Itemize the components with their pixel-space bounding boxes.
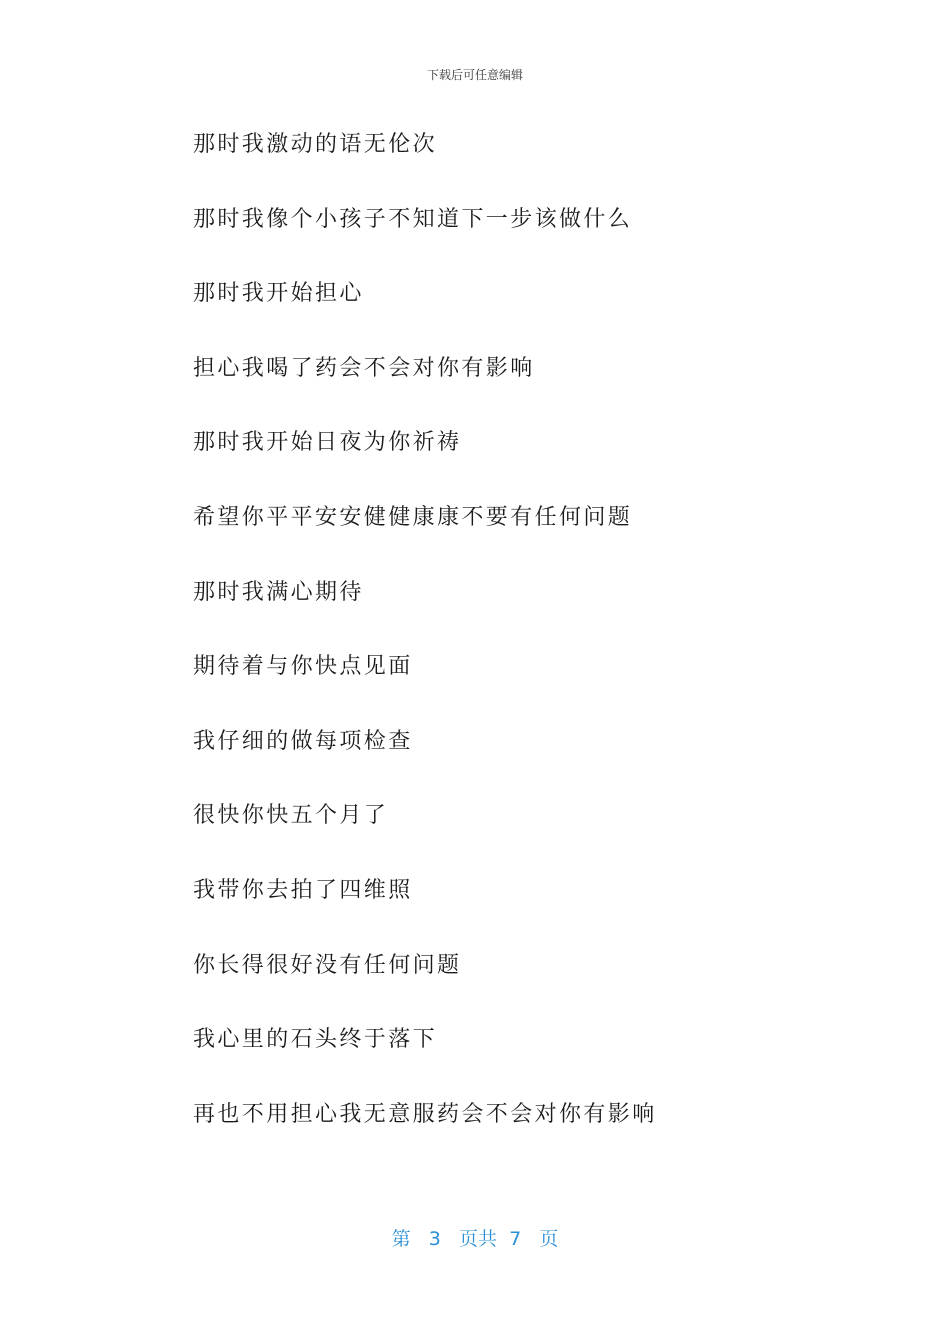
footer-suffix: 页 bbox=[539, 1228, 559, 1250]
footer-current-page: 3 bbox=[428, 1228, 441, 1250]
text-line-7: 那时我满心期待 bbox=[193, 579, 364, 605]
text-line-10: 很快你快五个月了 bbox=[193, 803, 389, 829]
text-line-13: 我心里的石头终于落下 bbox=[193, 1027, 438, 1053]
page-header-note: 下载后可任意编辑 bbox=[426, 68, 523, 82]
footer-middle: 页共 bbox=[459, 1228, 498, 1250]
text-line-3: 那时我开始担心 bbox=[193, 281, 364, 307]
text-line-12: 你长得很好没有任何问题 bbox=[193, 952, 462, 978]
text-line-8: 期待着与你快点见面 bbox=[193, 654, 413, 680]
text-line-1: 那时我激动的语无伦次 bbox=[193, 132, 438, 157]
text-line-5: 那时我开始日夜为你祈祷 bbox=[193, 430, 462, 456]
text-line-6: 希望你平平安安健健康康不要有任何问题 bbox=[193, 504, 633, 530]
text-line-2: 那时我像个小孩子不知道下一步该做什么 bbox=[193, 206, 633, 232]
text-line-14: 再也不用担心我无意服药会不会对你有影响 bbox=[193, 1101, 657, 1127]
text-line-4: 担心我喝了药会不会对你有影响 bbox=[193, 355, 535, 381]
text-line-11: 我带你去拍了四维照 bbox=[193, 877, 413, 903]
page-number-footer bbox=[0, 1224, 950, 1251]
footer-prefix: 第 bbox=[391, 1228, 411, 1250]
text-line-9: 我仔细的做每项检查 bbox=[193, 728, 413, 754]
poem-body bbox=[193, 128, 893, 1172]
footer-total-pages: 7 bbox=[509, 1228, 522, 1250]
